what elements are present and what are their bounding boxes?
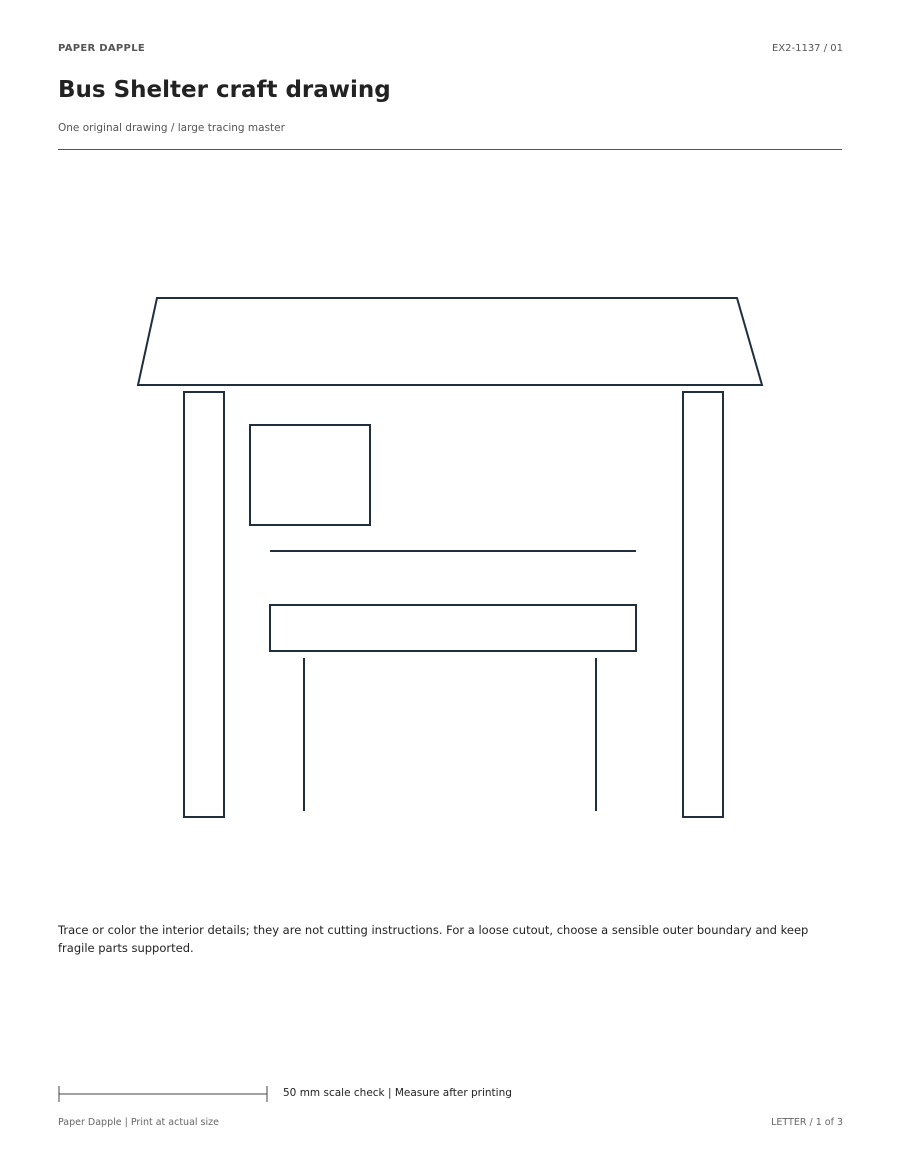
shelter-roof [138, 298, 762, 385]
document-code: EX2-1137 / 01 [771, 43, 843, 54]
sign-panel [250, 425, 370, 525]
bench-seat [270, 605, 636, 651]
footer-note: Paper Dapple | Print at actual size [58, 1117, 219, 1128]
scale-bar [58, 1085, 268, 1103]
scale-label: 50 mm scale check | Measure after printing [283, 1087, 512, 1099]
page-indicator: LETTER / 1 of 3 [771, 1117, 843, 1128]
right-post [683, 392, 723, 817]
brand-name: PAPER DAPPLE [58, 43, 145, 54]
tracing-note: Trace or color the interior details; they are not cutting instructions. For a loose cutout, choose a sensible outer boundary and keep fragile parts supported. [58, 923, 809, 955]
page-title: Bus Shelter craft drawing [58, 77, 391, 103]
page-subtitle: One original drawing / large tracing master [58, 122, 285, 134]
left-post [184, 392, 224, 817]
